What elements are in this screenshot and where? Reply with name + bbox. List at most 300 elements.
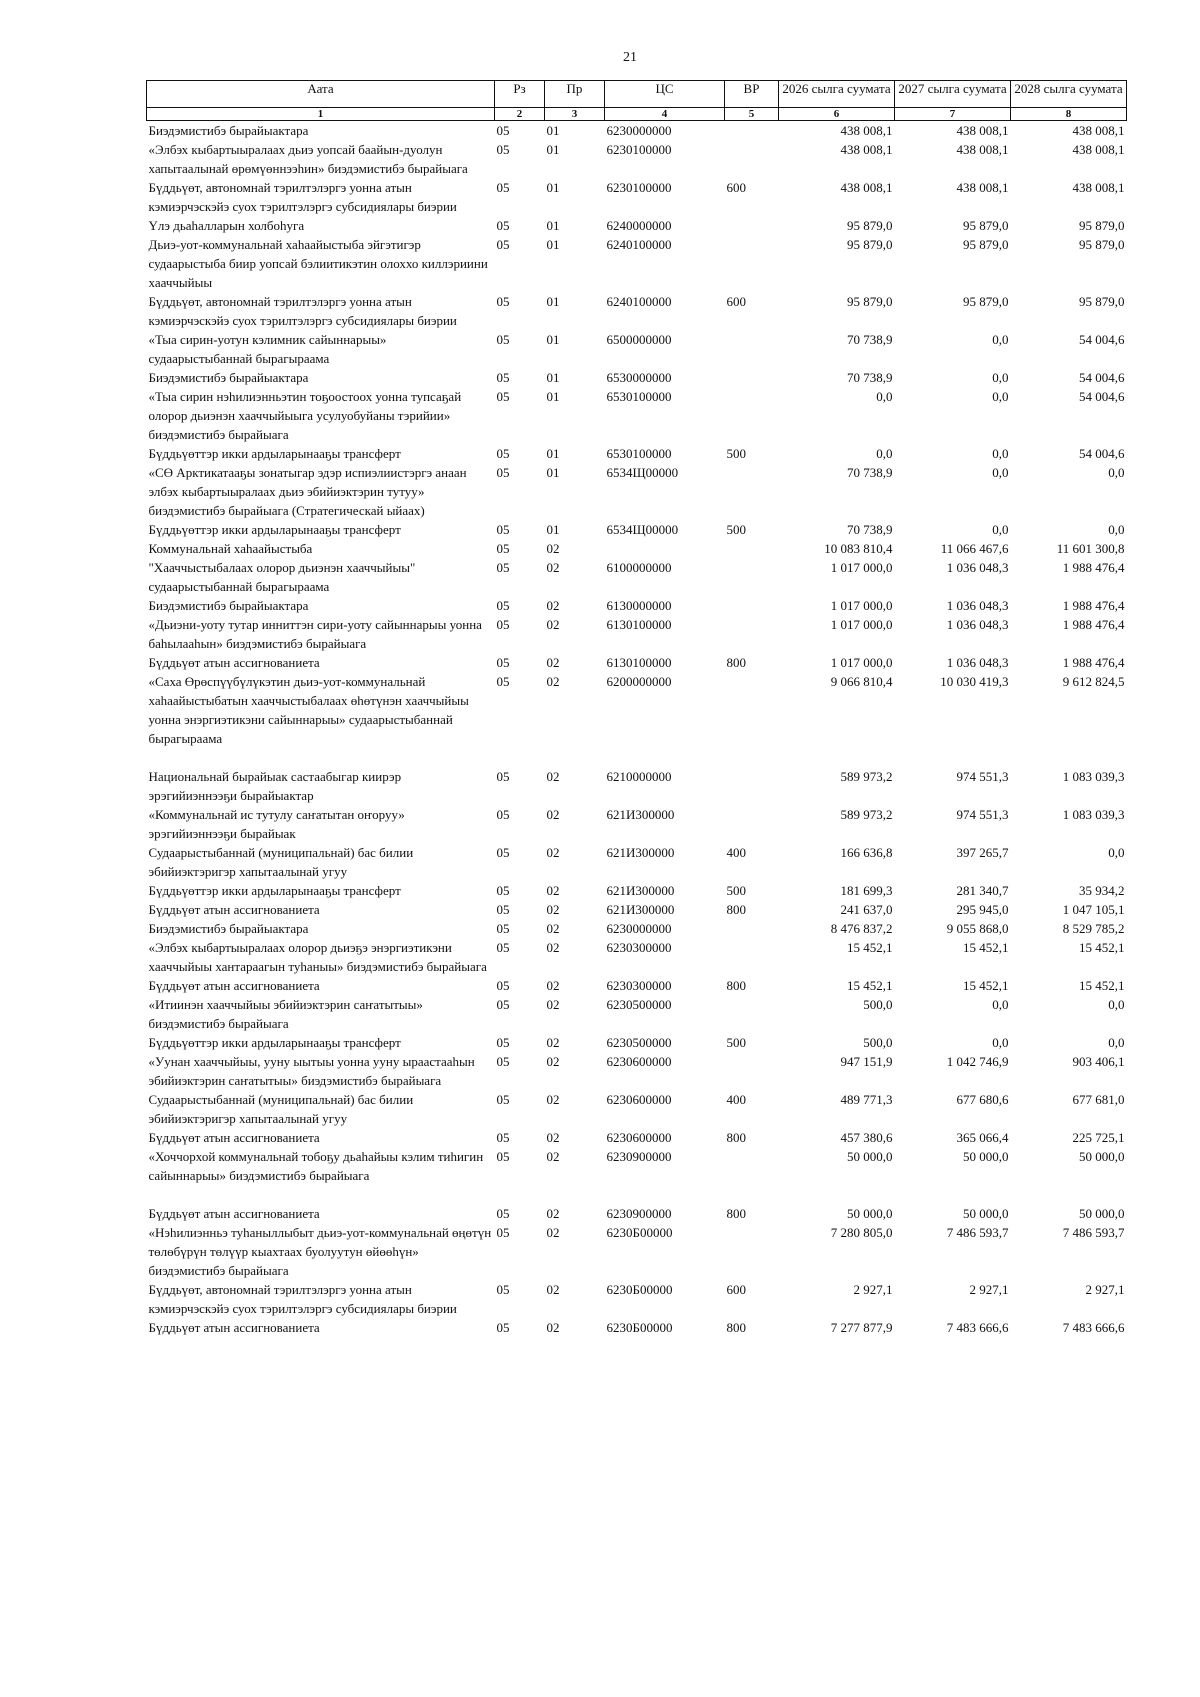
table-row xyxy=(147,387,1127,444)
row-cs: 6500000000 xyxy=(606,332,672,347)
row-amount-2027: 15 452,1 xyxy=(963,940,1009,955)
row-amount-2026: 8 476 837,2 xyxy=(830,921,893,936)
row-name: Коммунальнай хаһаайыстыба xyxy=(148,541,313,556)
column-number: 5 xyxy=(725,108,779,121)
row-pr: 02 xyxy=(546,541,560,556)
row-name: Бүддьүөт, автономнай тэрилтэлэргэ уонна атын кэмиэрчэскэйэ суох тэрилтэлэргэ субсидиялары биэрии xyxy=(148,180,457,214)
row-rz: 05 xyxy=(496,674,510,689)
row-amount-2028: 1 988 476,4 xyxy=(1062,560,1125,575)
row-amount-2028: 677 681,0 xyxy=(1072,1092,1125,1107)
row-pr: 02 xyxy=(546,997,560,1012)
table-row xyxy=(147,1318,1127,1337)
row-name: Национальнай бырайыак састаабыгар киирэр эрэгийиэннээҕи бырайыактар xyxy=(148,769,402,803)
row-vr: 800 xyxy=(726,1130,746,1145)
row-vr: 800 xyxy=(726,1206,746,1221)
row-amount-2027: 0,0 xyxy=(992,997,1009,1012)
row-cs: 6230600000 xyxy=(606,1130,672,1145)
row-pr: 01 xyxy=(546,465,560,480)
row-rz: 05 xyxy=(496,1149,510,1164)
row-amount-2027: 295 945,0 xyxy=(956,902,1009,917)
row-amount-2027: 438 008,1 xyxy=(956,123,1009,138)
table-row xyxy=(147,1128,1127,1147)
table-row xyxy=(147,1185,1127,1223)
row-rz: 05 xyxy=(496,1320,510,1335)
table-row xyxy=(147,843,1127,881)
row-cs: 6130000000 xyxy=(606,598,672,613)
row-cs: 6230600000 xyxy=(606,1054,672,1069)
row-amount-2028: 0,0 xyxy=(1108,1035,1125,1050)
row-rz: 05 xyxy=(496,921,510,936)
header-vr: ВР xyxy=(725,81,779,108)
table-row xyxy=(147,1223,1127,1280)
row-rz: 05 xyxy=(496,522,510,537)
row-rz: 05 xyxy=(496,1206,510,1221)
row-amount-2026: 0,0 xyxy=(876,446,893,461)
row-name: Бүддьүөт атын ассигнованиета xyxy=(148,902,320,917)
row-amount-2027: 0,0 xyxy=(992,1035,1009,1050)
row-cs: 6240100000 xyxy=(606,237,672,252)
row-amount-2027: 1 036 048,3 xyxy=(946,560,1009,575)
row-vr: 500 xyxy=(726,883,746,898)
row-vr xyxy=(725,330,779,368)
row-pr: 01 xyxy=(546,237,560,252)
row-amount-2028: 1 047 105,1 xyxy=(1062,902,1125,917)
row-vr xyxy=(725,140,779,178)
header-pr: Пр xyxy=(545,81,605,108)
row-rz: 05 xyxy=(496,902,510,917)
row-pr: 02 xyxy=(546,655,560,670)
table-row xyxy=(147,121,1127,141)
row-cs: 6530000000 xyxy=(606,370,672,385)
row-amount-2027: 0,0 xyxy=(992,446,1009,461)
table-row xyxy=(147,615,1127,653)
row-pr: 02 xyxy=(546,807,560,822)
table-row xyxy=(147,520,1127,539)
row-name: «Коммунальнай ис тутулу саҥатытан оҥоруу» эрэгийиэннээҕи бырайыак xyxy=(148,807,405,841)
row-vr: 400 xyxy=(726,1092,746,1107)
row-rz: 05 xyxy=(496,598,510,613)
row-vr xyxy=(725,121,779,141)
row-amount-2026: 438 008,1 xyxy=(840,142,893,157)
row-cs: 6230Б00000 xyxy=(606,1225,673,1240)
table-row xyxy=(147,463,1127,520)
row-name: "Хааччыстыбалаах олорор дьиэнэн хааччыйыы" судаарыстыбаннай бырагыраама xyxy=(148,560,416,594)
row-vr xyxy=(725,368,779,387)
row-rz: 05 xyxy=(496,883,510,898)
row-pr: 01 xyxy=(546,294,560,309)
row-name: «Саха Өрөспүүбүлүкэтин дьиэ-уот-коммунальнай хаһаайыстыбатын хааччыстыбалаах өһөтүнэн хааччыйыы уонна энэргиэтикэни сайыннарыы» судаарыстыбаннай бырагыраама xyxy=(148,674,469,746)
row-vr xyxy=(725,748,779,805)
row-amount-2028: 7 486 593,7 xyxy=(1062,1225,1125,1240)
row-amount-2026: 181 699,3 xyxy=(840,883,893,898)
row-pr: 02 xyxy=(546,560,560,575)
row-cs: 6534Щ00000 xyxy=(606,465,679,480)
row-rz: 05 xyxy=(496,1035,510,1050)
row-amount-2026: 947 151,9 xyxy=(840,1054,893,1069)
row-pr: 01 xyxy=(546,332,560,347)
row-cs: 6230100000 xyxy=(606,180,672,195)
column-number: 1 xyxy=(147,108,495,121)
row-pr: 02 xyxy=(546,1149,560,1164)
row-amount-2028: 95 879,0 xyxy=(1079,237,1125,252)
row-name: «Тыа сирин-уотун кэлимник сайыннарыы» судаарыстыбаннай бырагыраама xyxy=(148,332,387,366)
row-amount-2028: 1 083 039,3 xyxy=(1062,807,1125,822)
row-rz: 05 xyxy=(496,1282,510,1297)
row-amount-2026: 9 066 810,4 xyxy=(830,674,893,689)
row-cs: 6530100000 xyxy=(606,389,672,404)
row-amount-2028: 54 004,6 xyxy=(1079,446,1125,461)
row-pr: 02 xyxy=(546,845,560,860)
row-pr: 02 xyxy=(546,883,560,898)
row-amount-2028: 438 008,1 xyxy=(1072,180,1125,195)
row-amount-2028: 54 004,6 xyxy=(1079,370,1125,385)
row-amount-2027: 15 452,1 xyxy=(963,978,1009,993)
row-cs: 6230100000 xyxy=(606,142,672,157)
row-rz: 05 xyxy=(496,370,510,385)
row-cs xyxy=(605,539,725,558)
row-amount-2028: 903 406,1 xyxy=(1072,1054,1125,1069)
table-row xyxy=(147,1280,1127,1318)
table-row xyxy=(147,976,1127,995)
row-name: Бүддьүөттэр икки ардыларынааҕы трансферт xyxy=(148,1035,401,1050)
column-number: 6 xyxy=(779,108,895,121)
row-amount-2026: 95 879,0 xyxy=(847,218,893,233)
row-vr xyxy=(725,216,779,235)
row-amount-2028: 2 927,1 xyxy=(1085,1282,1125,1297)
row-amount-2028: 0,0 xyxy=(1108,522,1125,537)
row-amount-2028: 95 879,0 xyxy=(1079,218,1125,233)
column-number: 7 xyxy=(895,108,1011,121)
row-vr: 800 xyxy=(726,978,746,993)
row-name: Бүддьүөт атын ассигнованиета xyxy=(148,1130,320,1145)
row-rz: 05 xyxy=(496,541,510,556)
header-2027: 2027 сылга суумата xyxy=(895,81,1011,108)
row-amount-2026: 70 738,9 xyxy=(847,522,893,537)
row-name: Үлэ дьаһалларын холбоһуга xyxy=(148,218,305,233)
row-vr xyxy=(725,1052,779,1090)
row-amount-2027: 0,0 xyxy=(992,522,1009,537)
row-vr xyxy=(725,539,779,558)
table-body xyxy=(147,121,1127,1338)
row-vr: 800 xyxy=(726,902,746,917)
row-pr: 01 xyxy=(546,389,560,404)
row-amount-2026: 1 017 000,0 xyxy=(830,617,893,632)
row-rz: 05 xyxy=(496,769,510,784)
row-amount-2028: 9 612 824,5 xyxy=(1062,674,1125,689)
row-amount-2026: 2 927,1 xyxy=(853,1282,893,1297)
page-number: 21 xyxy=(623,50,637,65)
row-vr xyxy=(725,596,779,615)
table-row xyxy=(147,1033,1127,1052)
row-amount-2027: 438 008,1 xyxy=(956,142,1009,157)
header-2028: 2028 сылга суумата xyxy=(1011,81,1127,108)
row-vr xyxy=(725,558,779,596)
row-amount-2028: 15 452,1 xyxy=(1079,940,1125,955)
row-vr: 500 xyxy=(726,522,746,537)
table-row xyxy=(147,140,1127,178)
row-name: Биэдэмистибэ бырайыактара xyxy=(148,370,309,385)
row-vr xyxy=(725,995,779,1033)
row-cs: 6534Щ00000 xyxy=(606,522,679,537)
row-rz: 05 xyxy=(496,237,510,252)
row-vr: 800 xyxy=(726,1320,746,1335)
table-row xyxy=(147,292,1127,330)
row-name: Судаарыстыбаннай (муниципальнай) бас билии эбийиэктэригэр хапытаалынай угуу xyxy=(148,845,414,879)
row-vr xyxy=(725,1223,779,1280)
row-rz: 05 xyxy=(496,142,510,157)
row-name: Бүддьүөттэр икки ардыларынааҕы трансферт xyxy=(148,446,401,461)
row-cs: 6130100000 xyxy=(606,617,672,632)
row-rz: 05 xyxy=(496,978,510,993)
row-amount-2026: 438 008,1 xyxy=(840,180,893,195)
row-name: Биэдэмистибэ бырайыактара xyxy=(148,123,309,138)
row-amount-2027: 0,0 xyxy=(992,370,1009,385)
row-amount-2026: 15 452,1 xyxy=(847,940,893,955)
row-amount-2026: 70 738,9 xyxy=(847,370,893,385)
row-amount-2026: 95 879,0 xyxy=(847,237,893,252)
row-pr: 02 xyxy=(546,598,560,613)
table-row xyxy=(147,805,1127,843)
row-pr: 01 xyxy=(546,370,560,385)
row-amount-2027: 50 000,0 xyxy=(963,1206,1009,1221)
row-amount-2027: 974 551,3 xyxy=(956,807,1009,822)
row-amount-2026: 50 000,0 xyxy=(847,1149,893,1164)
row-name: «Уунан хааччыйыы, ууну ыытыы уонна ууну ыраастааһын эбийиэктэрин саҥатытыы» биэдэмистибэ бырайыага xyxy=(148,1054,475,1088)
row-rz: 05 xyxy=(496,465,510,480)
row-amount-2027: 974 551,3 xyxy=(956,769,1009,784)
row-rz: 05 xyxy=(496,560,510,575)
row-amount-2026: 589 973,2 xyxy=(840,769,893,784)
row-rz: 05 xyxy=(496,1092,510,1107)
row-amount-2026: 438 008,1 xyxy=(840,123,893,138)
row-name: Биэдэмистибэ бырайыактара xyxy=(148,921,309,936)
table-row xyxy=(147,653,1127,672)
row-cs: 6230000000 xyxy=(606,123,672,138)
row-amount-2028: 0,0 xyxy=(1108,845,1125,860)
row-amount-2028: 35 934,2 xyxy=(1079,883,1125,898)
row-cs: 6230Б00000 xyxy=(606,1320,673,1335)
row-amount-2028: 438 008,1 xyxy=(1072,142,1125,157)
row-name: «Элбэх кыбартыыралаах олорор дьиэҕэ энэргиэтикэни хааччыйыы хантараагын туһаныы» биэдэмистибэ бырайыага xyxy=(148,940,487,974)
row-amount-2028: 8 529 785,2 xyxy=(1062,921,1125,936)
row-amount-2027: 9 055 868,0 xyxy=(946,921,1009,936)
row-pr: 02 xyxy=(546,1035,560,1050)
table-row xyxy=(147,368,1127,387)
row-amount-2026: 15 452,1 xyxy=(847,978,893,993)
row-cs: 6230500000 xyxy=(606,997,672,1012)
table-row xyxy=(147,539,1127,558)
row-amount-2027: 1 036 048,3 xyxy=(946,617,1009,632)
row-amount-2027: 11 066 467,6 xyxy=(940,541,1009,556)
row-name: «Хоччорхой коммунальнай тобоҕу дьаһайыы кэлим тиһигин сайыннарыы» биэдэмистибэ бырайыага xyxy=(148,1149,484,1183)
row-rz: 05 xyxy=(496,997,510,1012)
row-amount-2026: 500,0 xyxy=(863,997,893,1012)
row-name: «Тыа сирин нэһилиэнньэтин тоҕоостоох уонна тупсаҕай олорор дьиэнэн хааччыйыыга усулуобуйаны тэрийии» биэдэмистибэ бырайыага xyxy=(148,389,462,442)
row-amount-2026: 1 017 000,0 xyxy=(830,598,893,613)
table-row xyxy=(147,938,1127,976)
column-number: 3 xyxy=(545,108,605,121)
row-amount-2026: 50 000,0 xyxy=(847,1206,893,1221)
header-row xyxy=(147,81,1127,108)
row-cs: 6230000000 xyxy=(606,921,672,936)
row-amount-2028: 7 483 666,6 xyxy=(1062,1320,1125,1335)
row-rz: 05 xyxy=(496,1130,510,1145)
row-amount-2028: 54 004,6 xyxy=(1079,332,1125,347)
row-pr: 02 xyxy=(546,1130,560,1145)
row-amount-2028: 0,0 xyxy=(1108,997,1125,1012)
row-cs: 6100000000 xyxy=(606,560,672,575)
row-amount-2027: 7 483 666,6 xyxy=(946,1320,1009,1335)
row-name: «Элбэх кыбартыыралаах дьиэ уопсай баайын-дуолун хапытаалынай өрөмүөннээһин» биэдэмистибэ бырайыага xyxy=(148,142,468,176)
table-row xyxy=(147,995,1127,1033)
row-vr xyxy=(725,463,779,520)
row-cs: 6230300000 xyxy=(606,978,672,993)
row-vr xyxy=(725,235,779,292)
row-amount-2026: 489 771,3 xyxy=(840,1092,893,1107)
row-name: Бүддьүөт атын ассигнованиета xyxy=(148,1320,320,1335)
row-pr: 01 xyxy=(546,123,560,138)
row-pr: 01 xyxy=(546,142,560,157)
row-pr: 02 xyxy=(546,769,560,784)
row-amount-2027: 95 879,0 xyxy=(963,294,1009,309)
row-amount-2026: 0,0 xyxy=(876,389,893,404)
row-rz: 05 xyxy=(496,807,510,822)
row-amount-2026: 457 380,6 xyxy=(840,1130,893,1145)
row-cs: 6530100000 xyxy=(606,446,672,461)
row-name: Бүддьүөттэр икки ардыларынааҕы трансферт xyxy=(148,522,401,537)
row-pr: 01 xyxy=(546,522,560,537)
row-cs: 6240100000 xyxy=(606,294,672,309)
row-vr: 600 xyxy=(726,180,746,195)
row-amount-2026: 95 879,0 xyxy=(847,294,893,309)
table-row xyxy=(147,881,1127,900)
row-pr: 02 xyxy=(546,1282,560,1297)
row-cs: 6230900000 xyxy=(606,1149,672,1164)
row-amount-2026: 500,0 xyxy=(863,1035,893,1050)
table-row xyxy=(147,558,1127,596)
table-row xyxy=(147,748,1127,805)
row-amount-2026: 241 637,0 xyxy=(840,902,893,917)
table-row xyxy=(147,596,1127,615)
row-name: «Дьиэни-уоту тутар инниттэн сири-уоту сайыннарыы уонна баһылааһын» биэдэмистибэ бырайыага xyxy=(148,617,482,651)
row-cs: 6230900000 xyxy=(606,1206,672,1221)
row-name: Дьиэ-уот-коммунальнай хаһаайыстыба эйгэтигэр судаарыстыба биир уопсай бэлиитикэтин олоххо киллэриини хааччыйыы xyxy=(148,237,488,290)
row-pr: 02 xyxy=(546,617,560,632)
table-row xyxy=(147,330,1127,368)
row-vr: 600 xyxy=(726,1282,746,1297)
row-amount-2028: 50 000,0 xyxy=(1079,1206,1125,1221)
row-amount-2028: 1 083 039,3 xyxy=(1062,769,1125,784)
row-amount-2027: 677 680,6 xyxy=(956,1092,1009,1107)
row-pr: 02 xyxy=(546,921,560,936)
row-rz: 05 xyxy=(496,617,510,632)
row-name: «Нэһилиэнньэ туһаныллыбыт дьиэ-уот-коммунальнай өңөтүн төлөбүрүн төлүүр кыахтаах буолуутун өйөөһүн» биэдэмистибэ бырайыага xyxy=(148,1225,492,1278)
row-rz: 05 xyxy=(496,940,510,955)
row-cs: 6200000000 xyxy=(606,674,672,689)
row-amount-2028: 15 452,1 xyxy=(1079,978,1125,993)
header-name: Аата xyxy=(147,81,495,108)
row-amount-2028: 95 879,0 xyxy=(1079,294,1125,309)
row-vr xyxy=(725,387,779,444)
row-amount-2027: 365 066,4 xyxy=(956,1130,1009,1145)
row-pr: 01 xyxy=(546,446,560,461)
row-amount-2028: 0,0 xyxy=(1108,465,1125,480)
row-rz: 05 xyxy=(496,332,510,347)
row-pr: 02 xyxy=(546,1092,560,1107)
row-vr: 400 xyxy=(726,845,746,860)
row-name: Бүддьүөт атын ассигнованиета xyxy=(148,655,320,670)
row-amount-2027: 95 879,0 xyxy=(963,218,1009,233)
row-name: «СӨ Арктикатааҕы зонатыгар эдэр испиэлиистэргэ анаан элбэх кыбартыыралаах дьиэ эбийиэктэрин тутуу» биэдэмистибэ бырайыага (Стратегическай ыйаах) xyxy=(148,465,467,518)
row-name: Биэдэмистибэ бырайыактара xyxy=(148,598,309,613)
table-row xyxy=(147,1052,1127,1090)
header-2026: 2026 сылга суумата xyxy=(779,81,895,108)
row-pr: 02 xyxy=(546,674,560,689)
row-cs: 621И300000 xyxy=(606,902,675,917)
table-row xyxy=(147,235,1127,292)
row-name: Судаарыстыбаннай (муниципальнай) бас билии эбийиэктэригэр хапытаалынай угуу xyxy=(148,1092,414,1126)
row-amount-2027: 95 879,0 xyxy=(963,237,1009,252)
row-amount-2026: 1 017 000,0 xyxy=(830,655,893,670)
row-vr: 600 xyxy=(726,294,746,309)
row-name: Бүддьүөттэр икки ардыларынааҕы трансферт xyxy=(148,883,401,898)
row-amount-2028: 438 008,1 xyxy=(1072,123,1125,138)
row-vr: 500 xyxy=(726,446,746,461)
row-amount-2027: 0,0 xyxy=(992,332,1009,347)
row-pr: 02 xyxy=(546,1320,560,1335)
row-amount-2028: 1 988 476,4 xyxy=(1062,617,1125,632)
row-rz: 05 xyxy=(496,294,510,309)
table-row xyxy=(147,900,1127,919)
row-amount-2026: 7 277 877,9 xyxy=(830,1320,893,1335)
row-cs: 6230500000 xyxy=(606,1035,672,1050)
row-rz: 05 xyxy=(496,1225,510,1240)
row-vr: 800 xyxy=(726,655,746,670)
row-amount-2027: 1 036 048,3 xyxy=(946,598,1009,613)
row-amount-2027: 1 042 746,9 xyxy=(946,1054,1009,1069)
row-pr: 02 xyxy=(546,1054,560,1069)
table-row xyxy=(147,919,1127,938)
row-amount-2028: 50 000,0 xyxy=(1079,1149,1125,1164)
row-amount-2027: 1 036 048,3 xyxy=(946,655,1009,670)
row-cs: 6230300000 xyxy=(606,940,672,955)
row-amount-2026: 70 738,9 xyxy=(847,465,893,480)
row-vr: 500 xyxy=(726,1035,746,1050)
row-name: Бүддьүөт, автономнай тэрилтэлэргэ уонна атын кэмиэрчэскэйэ суох тэрилтэлэргэ субсидиялары биэрии xyxy=(148,294,457,328)
row-amount-2026: 10 083 810,4 xyxy=(824,541,893,556)
row-amount-2028: 54 004,6 xyxy=(1079,389,1125,404)
row-amount-2027: 281 340,7 xyxy=(956,883,1009,898)
row-amount-2028: 1 988 476,4 xyxy=(1062,655,1125,670)
row-vr xyxy=(725,1147,779,1185)
row-amount-2026: 1 017 000,0 xyxy=(830,560,893,575)
row-pr: 01 xyxy=(546,218,560,233)
row-amount-2027: 10 030 419,3 xyxy=(940,674,1009,689)
header-cs: ЦС xyxy=(605,81,725,108)
row-vr xyxy=(725,672,779,748)
table-row xyxy=(147,178,1127,216)
row-vr xyxy=(725,919,779,938)
row-amount-2028: 225 725,1 xyxy=(1072,1130,1125,1145)
row-rz: 05 xyxy=(496,446,510,461)
row-rz: 05 xyxy=(496,389,510,404)
row-pr: 02 xyxy=(546,902,560,917)
table-row xyxy=(147,1090,1127,1128)
row-amount-2027: 0,0 xyxy=(992,465,1009,480)
row-rz: 05 xyxy=(496,655,510,670)
row-amount-2027: 50 000,0 xyxy=(963,1149,1009,1164)
row-amount-2027: 7 486 593,7 xyxy=(946,1225,1009,1240)
